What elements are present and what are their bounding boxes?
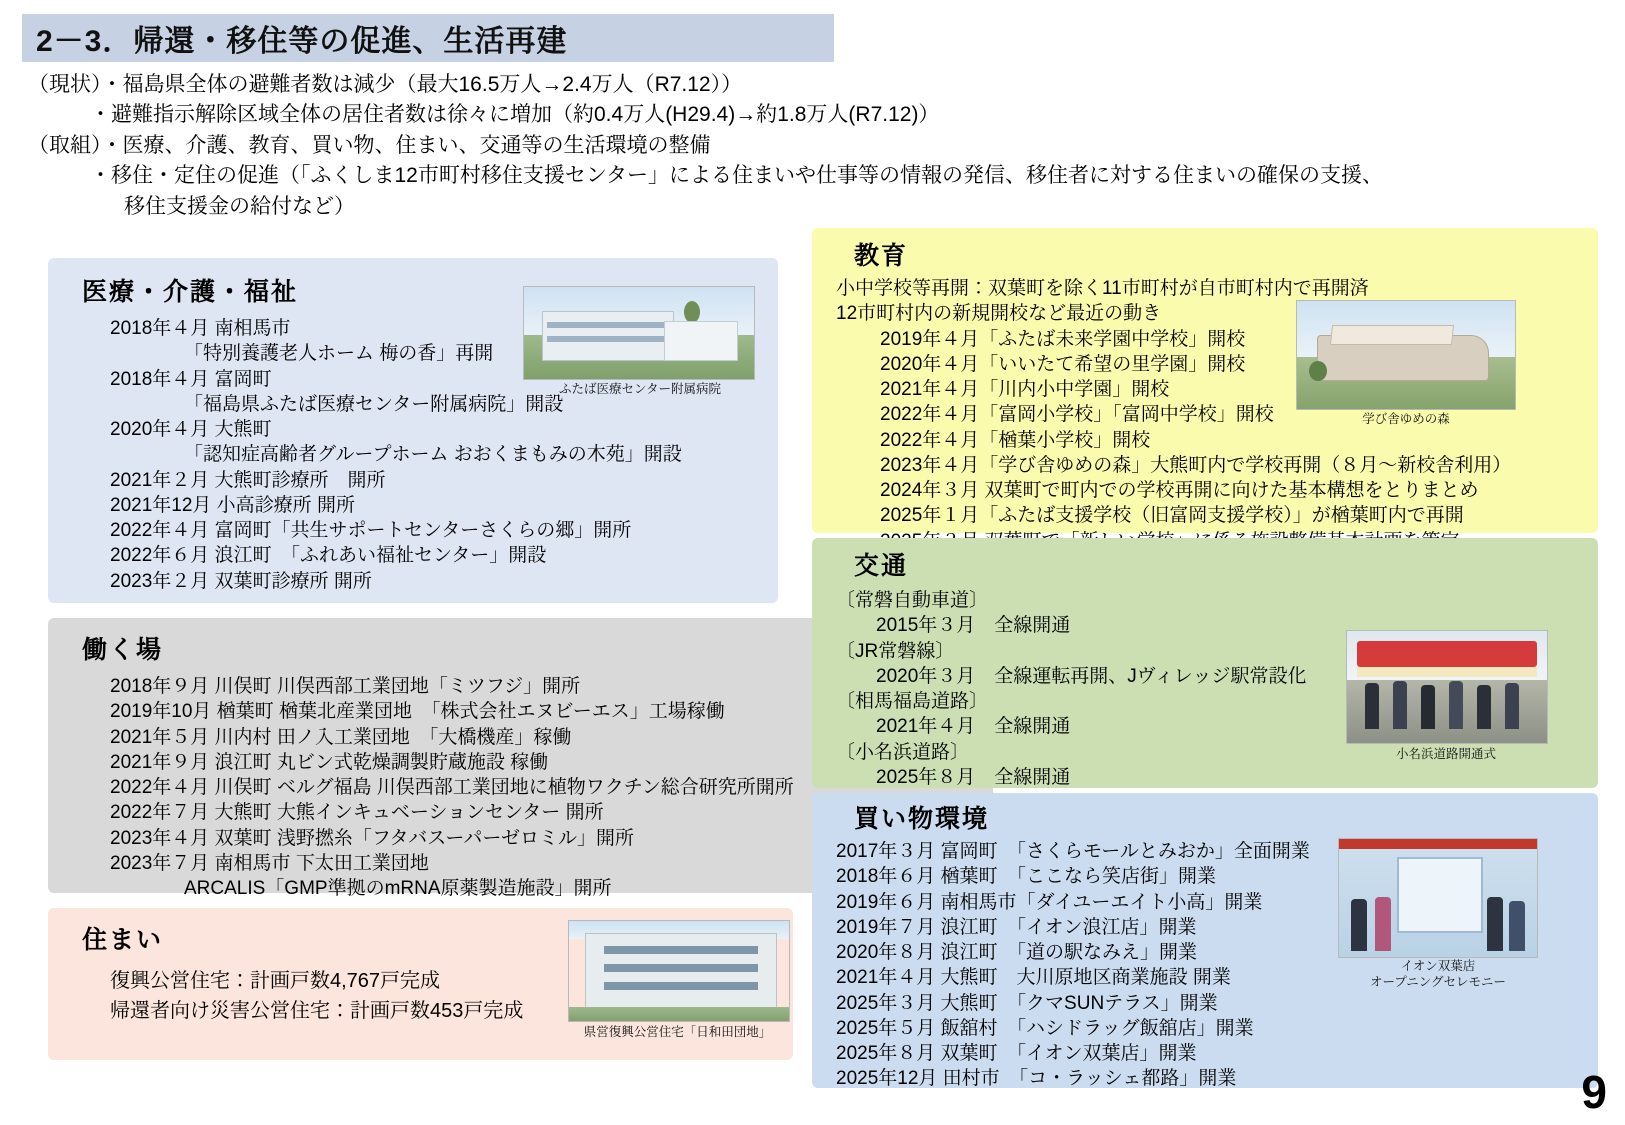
panel-housing-heading: 住まい bbox=[82, 926, 164, 954]
list-item: 〔相馬福島道路〕 bbox=[836, 691, 989, 713]
list-item: 2021年４月「川内小中学園」開校 bbox=[880, 379, 1170, 401]
list-item: 2023年４月「学び舎ゆめの森」大熊町内で学校再開（８月～新校舎利用） bbox=[880, 454, 1512, 476]
list-item: 2024年３月 双葉町で町内での学校再開に向けた基本構想をとりまとめ bbox=[880, 480, 1479, 502]
list-item: 2022年６月 浪江町 「ふれあい福祉センター」開設 bbox=[110, 545, 547, 567]
school-photo-caption: 学び舎ゆめの森 bbox=[1362, 412, 1450, 426]
list-item: 2018年４月 南相馬市 bbox=[110, 318, 291, 339]
intro-line-1: （現状）・福島県全体の避難者数は減少（最大16.5万人→2.4万人（R7.12）） bbox=[28, 73, 743, 96]
list-item: 2021年12月 小高診療所 開所 bbox=[110, 494, 355, 516]
list-item: ARCALIS「GMP準拠のmRNA原薬製造施設」開所 bbox=[184, 878, 612, 900]
aeon-photo-caption bbox=[1330, 958, 1546, 991]
list-item: 2022年４月「楢葉小学校」開校 bbox=[880, 429, 1151, 451]
intro-line-3: （取組）・医療、介護、教育、買い物、住まい、交通等の生活環境の整備 bbox=[28, 133, 711, 157]
aeon-photo-caption-line2: オープニングセレモニー bbox=[1369, 975, 1506, 990]
hospital-photo-caption: ふたば医療センター附属病院 bbox=[558, 382, 721, 396]
list-item: 2023年２月 双葉町診療所 開所 bbox=[110, 570, 372, 592]
aeon-photo-caption-line1: イオン双葉店 bbox=[1400, 959, 1476, 973]
list-item: 2023年７月 南相馬市 下太田工業団地 bbox=[110, 852, 429, 874]
list-item: 2018年６月 楢葉町 「ここなら笑店街」開業 bbox=[836, 866, 1217, 888]
school-photo bbox=[1296, 300, 1516, 410]
road-opening-ceremony-photo bbox=[1346, 630, 1548, 744]
list-item: 2025年８月 全線開通 bbox=[876, 766, 1071, 788]
list-item: 〔小名浜道路〕 bbox=[836, 741, 970, 763]
list-item: 2020年８月 浪江町 「道の駅なみえ」開業 bbox=[836, 942, 1198, 964]
intro-line-2: ・避難指示解除区域全体の居住者数は徐々に増加（約0.4万人(H29.4)→約1.8万人(R7.12)） bbox=[90, 103, 940, 127]
housing-photo bbox=[568, 920, 790, 1022]
hospital-photo bbox=[523, 286, 755, 380]
panel-medical-heading: 医療・介護・福祉 bbox=[82, 278, 299, 306]
list-item: 2021年４月 全線開通 bbox=[876, 716, 1071, 738]
intro-line-5: 移住支援金の給付など） bbox=[124, 194, 355, 218]
list-item: 2021年４月 大熊町 大川原地区商業施設 開業 bbox=[836, 967, 1231, 989]
list-item: 2023年４月 双葉町 浅野撚糸「フタバスーパーゼロミル」開所 bbox=[110, 827, 635, 849]
list-item: 2019年６月 南相馬市「ダイユーエイト小高」開業 bbox=[836, 891, 1263, 913]
list-item: 2021年５月 川内村 田ノ入工業団地 「大橋機産」稼働 bbox=[110, 726, 572, 748]
list-item: 2018年４月 富岡町 bbox=[110, 368, 272, 390]
list-item: 2018年９月 川俣町 川俣西部工業団地「ミツフジ」開所 bbox=[110, 676, 581, 697]
list-item: 2022年４月 富岡町「共生サポートセンターさくらの郷」開所 bbox=[110, 520, 632, 542]
road-opening-ceremony-caption: 小名浜道路開通式 bbox=[1395, 747, 1496, 761]
list-item: 小中学校等再開：双葉町を除く11市町村が自市町村内で再開済 bbox=[836, 278, 1369, 299]
list-item: 帰還者向け災害公営住宅：計画戸数453戸完成 bbox=[110, 1000, 524, 1022]
list-item: 〔常磐自動車道〕 bbox=[836, 590, 989, 611]
list-item: 2021年９月 浪江町 丸ビン式乾燥調製貯蔵施設 稼働 bbox=[110, 751, 549, 773]
list-item: 2020年４月 大熊町 bbox=[110, 419, 272, 441]
list-item: 「特別養護老人ホーム 梅の香」再開 bbox=[184, 343, 494, 365]
list-item: 復興公営住宅：計画戸数4,767戸完成 bbox=[110, 970, 441, 992]
page-title bbox=[22, 14, 834, 62]
list-item: 2022年７月 大熊町 大熊インキュベーションセンター 開所 bbox=[110, 802, 604, 824]
panel-shopping-heading: 買い物環境 bbox=[854, 805, 990, 833]
list-item: 2019年４月「ふたば未来学園中学校」開校 bbox=[880, 328, 1246, 350]
list-item: 2022年４月 川俣町 ベルグ福島 川俣西部工業団地に植物ワクチン総合研究所開所 bbox=[110, 777, 794, 799]
panel-traffic-heading: 交通 bbox=[854, 552, 909, 580]
list-item: 2020年４月「いいたて希望の里学園」開校 bbox=[880, 353, 1246, 375]
list-item: 2021年２月 大熊町診療所 開所 bbox=[110, 469, 386, 491]
intro-line-4: ・移住・定住の促進（「ふくしま12市町村移住支援センター」による住まいや仕事等の情報の発信、移住者に対する住まいの確保の支援、 bbox=[90, 164, 1384, 188]
list-item: 2025年８月 双葉町 「イオン双葉店」開業 bbox=[836, 1043, 1197, 1065]
panel-work-heading: 働く場 bbox=[82, 636, 164, 664]
list-item: 12市町村内の新規開校など最近の動き bbox=[836, 303, 1162, 325]
list-item: 2025年１月「ふたば支援学校（旧富岡支援学校）」が楢葉町内で再開 bbox=[880, 505, 1464, 527]
list-item: 2019年10月 楢葉町 楢葉北産業団地 「株式会社エヌビーエス」工場稼働 bbox=[110, 701, 725, 723]
list-item: 2017年３月 富岡町 「さくらモールとみおか」全面開業 bbox=[836, 841, 1310, 862]
list-item: 2020年３月 全線運転再開、Jヴィレッジ駅常設化 bbox=[876, 665, 1307, 687]
list-item: 2022年４月「富岡小学校」「富岡中学校」開校 bbox=[880, 404, 1274, 426]
panel-education-heading: 教育 bbox=[854, 242, 909, 270]
list-item: 2019年７月 浪江町 「イオン浪江店」開業 bbox=[836, 916, 1197, 938]
list-item: 2025年３月 大熊町 「クマSUNテラス」開業 bbox=[836, 992, 1218, 1014]
intro-block bbox=[28, 70, 1598, 222]
aeon-futaba-store-photo bbox=[1338, 838, 1538, 958]
housing-photo-caption: 県営復興公営住宅「日和田団地」 bbox=[583, 1025, 772, 1039]
page-title-text: 2－3．帰還・移住等の促進、生活再建 bbox=[36, 25, 568, 58]
list-item: 〔JR常磐線〕 bbox=[836, 640, 955, 662]
list-item: 2025年12月 田村市 「コ・ラッシェ都路」開業 bbox=[836, 1068, 1237, 1090]
page-number: 9 bbox=[1581, 1066, 1607, 1118]
list-item: 「福島県ふたば医療センター附属病院」開設 bbox=[184, 393, 564, 415]
list-item: 2015年３月 全線開通 bbox=[876, 615, 1071, 637]
list-item: 2025年５月 飯舘村 「ハシドラッグ飯舘店」開業 bbox=[836, 1017, 1254, 1039]
list-item: 「認知症高齢者グループホーム おおくまもみの木苑」開設 bbox=[184, 444, 682, 466]
